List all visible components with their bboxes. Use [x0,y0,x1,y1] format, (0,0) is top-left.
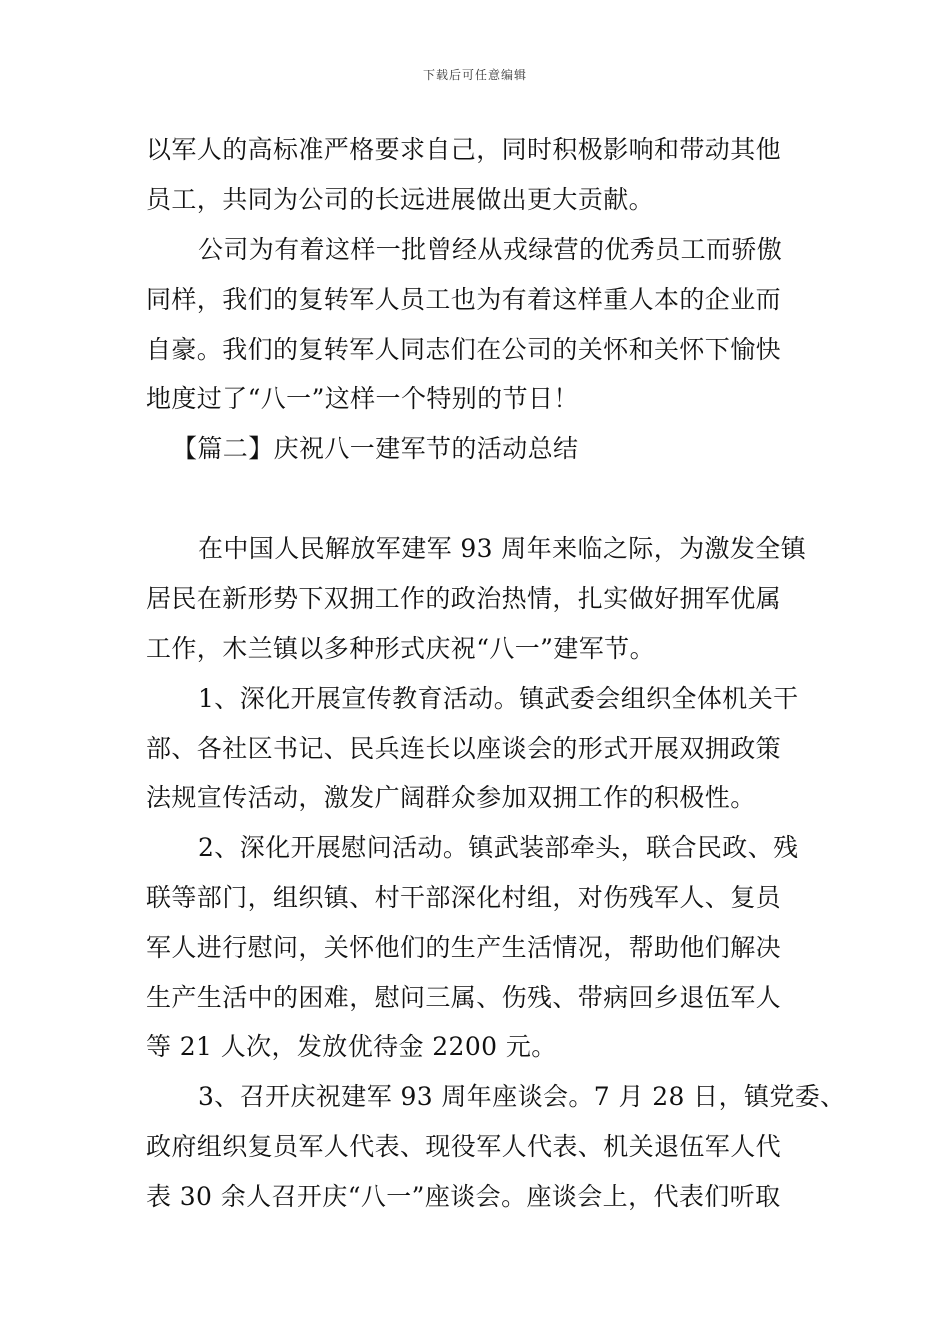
text-line: 以军人的高标准严格要求自己，同时积极影响和带动其他 [146,135,782,164]
text-line: 部、各社区书记、民兵连长以座谈会的形式开展双拥政策 [146,734,782,763]
text-line: 法规宣传活动，激发广阔群众参加双拥工作的积极性。 [146,783,756,812]
text-line: 军人进行慰问，关怀他们的生产生活情况，帮助他们解决 [146,933,782,962]
section-heading: 【篇二】庆祝八一建军节的活动总结 [172,434,579,463]
text-line: 等 21 人次，发放优待金 2200 元。 [146,1032,557,1061]
paragraph-start-line: 在中国人民解放军建军 93 周年来临之际，为激发全镇 [198,534,807,563]
text-line: 表 30 余人召开庆“八一”座谈会。座谈会上，代表们听取 [146,1182,781,1211]
paragraph-start-line: 2、深化开展慰问活动。镇武装部牵头，联合民政、残 [198,833,799,862]
text-line: 自豪。我们的复转军人同志们在公司的关怀和关怀下愉快 [146,335,782,364]
page-header: 下载后可任意编辑 [422,68,527,82]
text-line: 同样，我们的复转军人员工也为有着这样重人本的企业而 [146,285,782,314]
text-line: 居民在新形势下双拥工作的政治热情，扎实做好拥军优属 [146,584,782,613]
text-line: 工作，木兰镇以多种形式庆祝“八一”建军节。 [146,634,655,663]
text-line: 地度过了“八一”这样一个特别的节日！ [146,384,579,413]
text-line: 政府组织复员军人代表、现役军人代表、机关退伍军人代 [146,1132,782,1161]
paragraph-start-line: 公司为有着这样一批曾经从戎绿营的优秀员工而骄傲 [198,235,783,264]
text-line: 员工，共同为公司的长远进展做出更大贡献。 [146,185,655,214]
paragraph-start-line: 3、召开庆祝建军 93 周年座谈会。7 月 28 日，镇党委、 [198,1082,846,1111]
text-line: 生产生活中的困难，慰问三属、伤残、带病回乡退伍军人 [146,983,782,1012]
text-line: 联等部门，组织镇、村干部深化村组，对伤残军人、复员 [146,883,782,912]
paragraph-start-line: 1、深化开展宣传教育活动。镇武委会组织全体机关干 [198,684,799,713]
